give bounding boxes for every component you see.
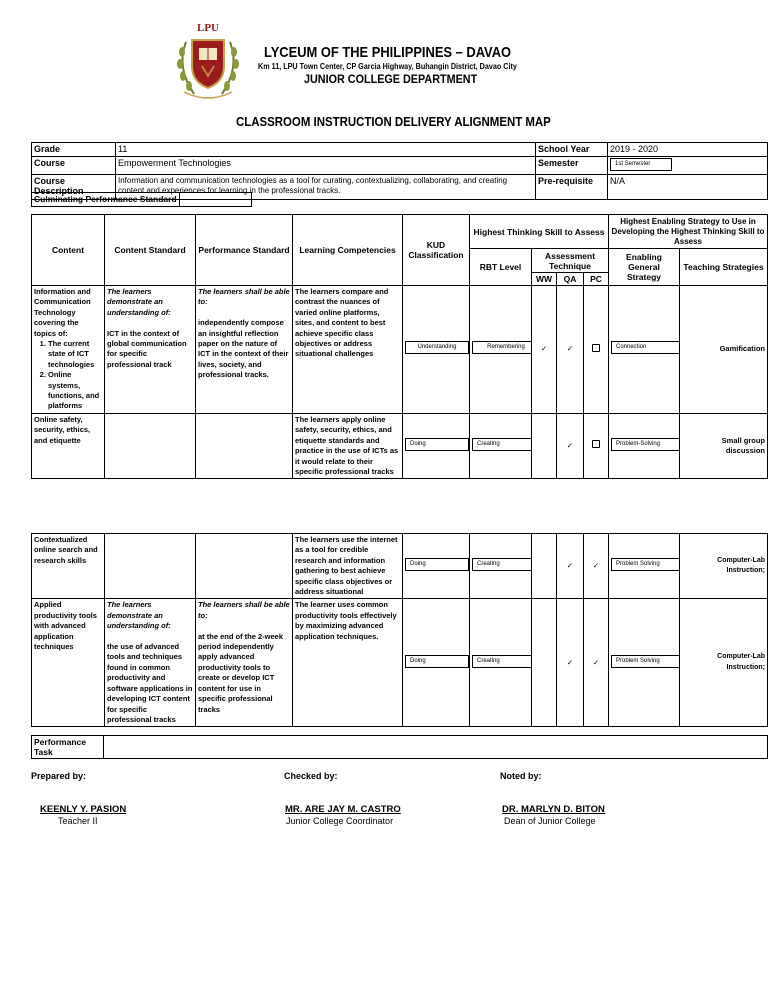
row2-rbt-field[interactable]: Creating xyxy=(472,438,532,451)
col-content-standard: Content Standard xyxy=(105,215,196,286)
row3-content: Contextualized online search and research skills xyxy=(32,534,105,599)
document-title: CLASSROOM INSTRUCTION DELIVERY ALIGNMENT MAP xyxy=(236,114,551,129)
culminating-value xyxy=(180,193,252,207)
row4-ps-italic: The learners shall be able to: xyxy=(198,600,290,620)
row1-content-list xyxy=(34,339,102,412)
row1-rbt-cell xyxy=(470,286,532,414)
row2-pc-checkbox[interactable] xyxy=(592,440,600,448)
row4-learning-competency: The learner uses common productivity tools effectively by maximizing advanced application techniques. xyxy=(293,599,403,727)
row3-rbt-cell xyxy=(470,534,532,599)
row2-teaching: Small group discussion xyxy=(680,413,768,478)
row4-performance-standard xyxy=(196,599,293,727)
row2-learning-competency: The learners apply online safety, security, ethics, and etiquette standards and practice in the use of ICTs as it would relate to their specific professional tracks xyxy=(293,413,403,478)
row1-content-standard xyxy=(105,286,196,414)
noted-title: Dean of Junior College xyxy=(504,816,596,826)
description-label: Course Description xyxy=(32,175,116,200)
alignment-table-part2 xyxy=(31,533,768,727)
row1-content xyxy=(32,286,105,414)
row3-teaching: Computer-Lab Instruction; xyxy=(680,534,768,599)
grade-label: Grade xyxy=(32,143,116,157)
row4-teaching: Computer-Lab Instruction; xyxy=(680,599,768,727)
row1-performance-standard xyxy=(196,286,293,414)
col-learning-competencies: Learning Competencies xyxy=(293,215,403,286)
department-name: JUNIOR COLLEGE DEPARTMENT xyxy=(304,72,478,86)
shield-icon xyxy=(192,40,224,88)
row3-kud-field[interactable]: Doing xyxy=(405,558,469,571)
row4-strategy-cell xyxy=(609,599,680,727)
row1-cs-italic: The learners demonstrate an understanding of: xyxy=(107,287,171,317)
col-qa: QA xyxy=(557,273,584,286)
row1-pc xyxy=(584,286,609,414)
row4-pc: ✓ xyxy=(584,599,609,727)
row2-kud-cell xyxy=(403,413,470,478)
row4-rbt-field[interactable]: Creating xyxy=(472,655,532,668)
row3-strategy-field[interactable]: Problem Solving xyxy=(611,558,680,571)
row1-ps-italic: The learners shall be able to: xyxy=(198,287,290,307)
row4-ps-text: at the end of the 2-week period independently apply advanced productivity tools to create or develop ICT content for use in specific professional tracks xyxy=(198,631,284,714)
checked-title: Junior College Coordinator xyxy=(286,816,394,826)
row1-cs-text: ICT in the context of global communication for specific professional track xyxy=(107,328,187,369)
row2-rbt-cell xyxy=(470,413,532,478)
col-rbt: RBT Level xyxy=(470,249,532,286)
row4-strategy-field[interactable]: Problem Solving xyxy=(611,655,680,668)
row2-content: Online safety, security, ethics, and etiquette xyxy=(32,413,105,478)
alignment-table-part1 xyxy=(31,214,768,479)
row3-content-standard xyxy=(105,534,196,599)
semester-cell xyxy=(608,157,768,175)
row1-ps-text: independently compose an insightful reflection paper on the nature of ICT in the context of their lives, society, and professional tracks. xyxy=(198,318,289,380)
row4-rbt-cell xyxy=(470,599,532,727)
row3-learning-competency: The learners use the internet as a tool for credible research and information gathering to best achieve specific class objectives or address situational xyxy=(293,534,403,599)
col-enabling: Enabling General Strategy xyxy=(609,249,680,286)
row4-cs-italic: The learners demonstrate an understanding of: xyxy=(107,600,171,631)
performance-task-value xyxy=(104,736,768,759)
col-pc: PC xyxy=(584,273,609,286)
row2-ww xyxy=(532,413,557,478)
list-item: 1. The current state of ICT technologies xyxy=(48,339,102,370)
course-value: Empowerment Technologies xyxy=(116,157,536,175)
col-highest-thinking: Highest Thinking Skill to Assess xyxy=(470,215,609,249)
row2-kud-field[interactable]: Doing xyxy=(405,438,469,451)
row4-ww xyxy=(532,599,557,727)
row3-kud-cell xyxy=(403,534,470,599)
prereq-value: N/A xyxy=(608,175,768,200)
grade-value: 11 xyxy=(116,143,536,157)
school-logo xyxy=(172,22,244,104)
row2-strategy-field[interactable]: Problem-Solving xyxy=(611,438,680,451)
course-label: Course xyxy=(32,157,116,175)
row1-strategy-cell xyxy=(609,286,680,414)
school-year-label: School Year xyxy=(536,143,608,157)
table-row xyxy=(32,599,768,727)
row2-qa: ✓ xyxy=(557,413,584,478)
culminating-label: Culminating Performance Standard xyxy=(32,193,180,207)
prereq-label: Pre-requisite xyxy=(536,175,608,200)
performance-task-table xyxy=(31,735,768,759)
row4-content: Applied productivity tools with advanced application techniques xyxy=(32,599,105,727)
row3-qa: ✓ xyxy=(557,534,584,599)
row2-strategy-cell xyxy=(609,413,680,478)
checked-name: MR. ARE JAY M. CASTRO xyxy=(285,804,401,815)
row2-performance-standard xyxy=(196,413,293,478)
logo-text: LPU xyxy=(197,22,219,34)
prepared-name: KEENLY Y. PASION xyxy=(40,804,127,815)
prepared-label: Prepared by: xyxy=(31,771,87,781)
col-ww: WW xyxy=(532,273,557,286)
row2-pc xyxy=(584,413,609,478)
row1-strategy-field[interactable]: Connection xyxy=(611,341,680,354)
noted-name: DR. MARLYN D. BITON xyxy=(502,804,605,815)
table-row xyxy=(32,286,768,414)
col-content: Content xyxy=(32,215,105,286)
school-name: LYCEUM OF THE PHILIPPINES – DAVAO xyxy=(264,44,512,61)
culminating-table xyxy=(31,192,252,207)
col-highest-enabling: Highest Enabling Strategy to Use in Developing the Highest Thinking Skill to Assess xyxy=(609,215,768,249)
list-item: 2. Online systems, functions, and platforms xyxy=(48,370,102,412)
row4-kud-cell xyxy=(403,599,470,727)
row3-ww xyxy=(532,534,557,599)
row1-teaching: Gamification xyxy=(680,286,768,414)
row1-content-intro: Information and Communication Technology covering the topics of: xyxy=(34,287,91,338)
row4-content-standard xyxy=(105,599,196,727)
col-performance-standard: Performance Standard xyxy=(196,215,293,286)
row4-kud-field[interactable]: Doing xyxy=(405,655,469,668)
checked-label: Checked by: xyxy=(284,771,338,781)
row1-learning-competency: The learners compare and contrast the nuances of varied online platforms, sites, and content to best achieve specific class objectives or address situational challenges xyxy=(293,286,403,414)
noted-label: Noted by: xyxy=(500,771,542,781)
row3-strategy-cell xyxy=(609,534,680,599)
table-row xyxy=(32,413,768,478)
col-kud: KUD Classification xyxy=(403,215,470,286)
row1-pc-checkbox[interactable] xyxy=(592,344,600,352)
semester-field[interactable]: 1st Semester xyxy=(610,158,672,171)
row3-pc: ✓ xyxy=(584,534,609,599)
col-assessment: Assessment Technique xyxy=(532,249,609,273)
row1-rbt-field[interactable]: Remembering xyxy=(472,341,532,354)
row4-cs-text: the use of advanced tools and techniques found in common productivity and software applications in developing ICT content for specific professional tracks xyxy=(107,642,193,724)
row1-kud-cell xyxy=(403,286,470,414)
semester-label: Semester xyxy=(536,157,608,175)
school-year-value: 2019 - 2020 xyxy=(608,143,768,157)
school-address: Km 11, LPU Town Center, CP Garcia Highway, Buhangin District, Davao City xyxy=(258,62,517,71)
row4-qa: ✓ xyxy=(557,599,584,727)
table-row xyxy=(32,534,768,599)
description-value: Information and communication technologies as a tool for curating, contextualizing, collaborating, and creating content and experiences for learning in the professional tracks. xyxy=(116,175,536,200)
col-teaching: Teaching Strategies xyxy=(680,249,768,286)
row3-performance-standard xyxy=(196,534,293,599)
row2-content-standard xyxy=(105,413,196,478)
row1-kud-field[interactable]: Understanding xyxy=(405,341,469,354)
prepared-title: Teacher II xyxy=(58,816,98,826)
performance-task-label: Performance Task xyxy=(32,736,104,759)
row3-rbt-field[interactable]: Creating xyxy=(472,558,532,571)
row1-qa: ✓ xyxy=(557,286,584,414)
row1-ww: ✓ xyxy=(532,286,557,414)
